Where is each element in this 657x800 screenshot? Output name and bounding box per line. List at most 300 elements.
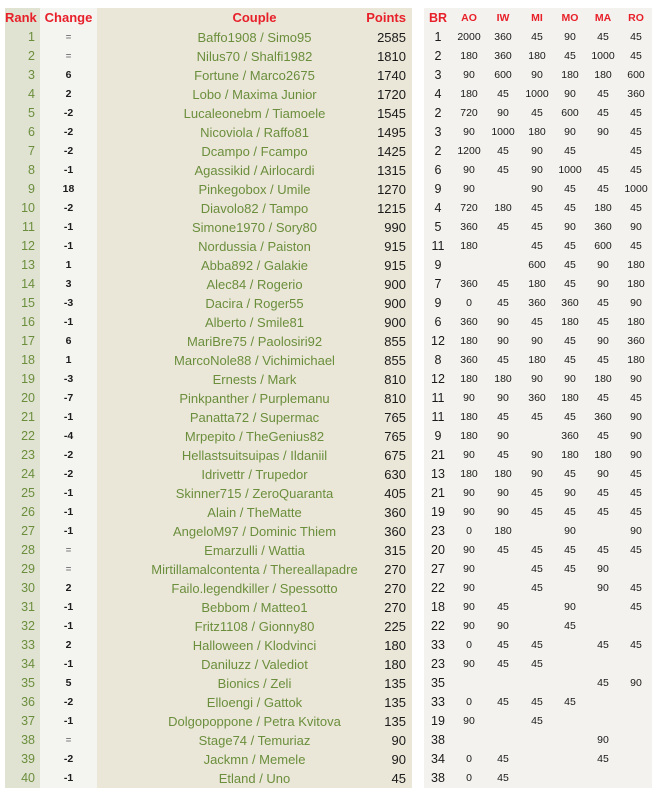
br-cell: 38 [424,731,452,750]
event-cell-iw [486,712,520,731]
column-gap [412,8,424,28]
change-cell: -1 [40,218,97,237]
change-cell: 6 [40,66,97,85]
right-margin [652,237,657,256]
column-gap [412,617,424,636]
couple-cell [97,313,412,332]
event-cell-ao: 90 [452,598,486,617]
rank-cell: 32 [5,617,40,636]
couple-cell [97,275,412,294]
table-row [0,674,657,693]
col-header-br: BR [424,8,452,28]
couple-cell [97,180,412,199]
event-cell-mo: 45 [554,465,586,484]
event-cell-mo [554,579,586,598]
right-margin [652,427,657,446]
event-cell-ao [452,674,486,693]
event-cell-iw: 180 [486,465,520,484]
event-cell-ro: 45 [620,503,652,522]
br-cell: 13 [424,465,452,484]
right-margin [652,446,657,465]
event-cell-mo: 45 [554,351,586,370]
points-value: 45 [391,771,406,786]
col-header-rank: Rank [5,8,40,28]
column-gap [412,28,424,47]
rank-cell: 29 [5,560,40,579]
event-cell-ma: 45 [586,674,620,693]
event-cell-mo: 90 [554,522,586,541]
right-margin [652,142,657,161]
couple-cell [97,256,412,275]
col-header-couple [97,8,412,28]
column-gap [412,560,424,579]
couple-cell [97,731,412,750]
points-value: 1495 [377,125,406,140]
right-margin [652,123,657,142]
change-cell: -2 [40,693,97,712]
rank-cell: 4 [5,85,40,104]
event-cell-ma: 90 [586,560,620,579]
event-cell-mi: 45 [520,237,554,256]
column-gap [412,769,424,788]
event-cell-iw: 90 [486,104,520,123]
right-margin [652,313,657,332]
points-value: 900 [384,296,406,311]
column-gap [412,427,424,446]
event-cell-mi [520,674,554,693]
right-margin [652,28,657,47]
event-cell-ro [620,655,652,674]
table-row [0,142,657,161]
event-cell-mo: 180 [554,446,586,465]
column-gap [412,750,424,769]
points-value: 855 [384,353,406,368]
points-value: 405 [384,486,406,501]
event-cell-mi: 1000 [520,85,554,104]
right-margin [652,731,657,750]
event-cell-iw: 45 [486,750,520,769]
event-cell-ma: 45 [586,161,620,180]
br-cell: 9 [424,427,452,446]
change-cell: -2 [40,465,97,484]
event-cell-iw: 90 [486,503,520,522]
event-cell-mi [520,750,554,769]
event-cell-mi [520,731,554,750]
rank-cell: 6 [5,123,40,142]
event-cell-ro: 90 [620,674,652,693]
event-cell-iw: 45 [486,275,520,294]
event-cell-ro: 180 [620,256,652,275]
event-cell-mi: 45 [520,655,554,674]
column-gap [412,408,424,427]
column-gap [412,446,424,465]
event-cell-ao: 180 [452,85,486,104]
couple-header-label: Couple [232,10,277,25]
change-cell: = [40,541,97,560]
table-row [0,332,657,351]
br-cell: 34 [424,750,452,769]
event-cell-mi [520,522,554,541]
change-cell: 3 [40,275,97,294]
change-cell: = [40,47,97,66]
table-row [0,370,657,389]
event-cell-iw: 180 [486,199,520,218]
event-cell-ao [452,731,486,750]
couple-name: Alec84 / Rogerio [206,277,303,292]
event-cell-mi: 45 [520,503,554,522]
event-cell-mo: 45 [554,541,586,560]
event-cell-ro: 45 [620,199,652,218]
change-cell: -1 [40,712,97,731]
change-cell: 2 [40,579,97,598]
couple-cell [97,408,412,427]
br-cell: 6 [424,161,452,180]
event-cell-ao: 720 [452,104,486,123]
rank-cell: 16 [5,313,40,332]
rank-cell: 7 [5,142,40,161]
event-cell-mo: 45 [554,693,586,712]
couple-cell [97,636,412,655]
table-row [0,47,657,66]
column-gap [412,85,424,104]
event-cell-ma: 45 [586,351,620,370]
event-cell-ao: 180 [452,427,486,446]
event-cell-ao: 2000 [452,28,486,47]
event-cell-iw [486,237,520,256]
couple-cell [97,123,412,142]
rank-cell: 2 [5,47,40,66]
br-cell: 11 [424,237,452,256]
br-cell: 23 [424,655,452,674]
event-cell-mi: 45 [520,579,554,598]
couple-cell [97,541,412,560]
event-cell-iw: 90 [486,389,520,408]
points-value: 810 [384,391,406,406]
event-cell-ma: 45 [586,503,620,522]
change-cell: -1 [40,161,97,180]
right-margin [652,655,657,674]
event-cell-mi: 360 [520,294,554,313]
event-cell-ma [586,522,620,541]
table-row [0,256,657,275]
br-cell: 9 [424,256,452,275]
table-row [0,579,657,598]
event-cell-ao: 90 [452,180,486,199]
rank-cell: 15 [5,294,40,313]
couple-cell [97,503,412,522]
points-value: 2585 [377,30,406,45]
column-gap [412,465,424,484]
event-cell-mo [554,636,586,655]
table-row [0,617,657,636]
event-cell-mo: 180 [554,313,586,332]
table-row [0,237,657,256]
event-cell-ro: 180 [620,351,652,370]
br-cell: 12 [424,370,452,389]
points-value: 315 [384,543,406,558]
event-cell-ma: 180 [586,199,620,218]
couple-cell [97,104,412,123]
event-cell-ao: 90 [452,503,486,522]
couple-name: Dcampo / Fcampo [201,144,308,159]
col-header-ma: MA [586,8,620,28]
rank-cell: 20 [5,389,40,408]
br-cell: 19 [424,712,452,731]
rank-cell: 22 [5,427,40,446]
points-value: 1810 [377,49,406,64]
event-cell-ao: 720 [452,199,486,218]
change-cell: -7 [40,389,97,408]
table-row [0,465,657,484]
event-cell-mo: 45 [554,275,586,294]
rank-cell: 1 [5,28,40,47]
column-gap [412,256,424,275]
event-cell-mo: 90 [554,484,586,503]
couple-cell [97,560,412,579]
event-cell-ao: 0 [452,636,486,655]
event-cell-ao: 360 [452,313,486,332]
event-cell-ao: 0 [452,750,486,769]
event-cell-mi: 45 [520,541,554,560]
couple-name: Fritz1108 / Gionny80 [194,619,315,634]
event-cell-mi: 45 [520,712,554,731]
event-cell-ro: 45 [620,237,652,256]
event-cell-mi: 45 [520,28,554,47]
right-margin [652,408,657,427]
right-margin [652,522,657,541]
column-gap [412,199,424,218]
event-cell-iw: 45 [486,655,520,674]
br-cell: 2 [424,142,452,161]
table-row [0,655,657,674]
event-cell-iw [486,731,520,750]
event-cell-mo: 45 [554,408,586,427]
event-cell-ao: 90 [452,484,486,503]
couple-cell [97,66,412,85]
couple-name: Alberto / Smile81 [205,315,304,330]
event-cell-ro: 45 [620,47,652,66]
event-cell-ao: 360 [452,275,486,294]
right-margin [652,332,657,351]
event-cell-ma [586,655,620,674]
right-margin [652,180,657,199]
change-cell: 1 [40,256,97,275]
couple-name: Stage74 / Temuriaz [198,733,311,748]
change-cell: = [40,28,97,47]
points-value: 810 [384,372,406,387]
couple-cell [97,85,412,104]
event-cell-ao: 180 [452,408,486,427]
couple-name: Dacira / Roger55 [205,296,304,311]
br-cell: 22 [424,617,452,636]
event-cell-ro: 45 [620,636,652,655]
event-cell-iw [486,674,520,693]
event-cell-iw: 180 [486,522,520,541]
event-cell-ma [586,693,620,712]
event-cell-ma: 45 [586,750,620,769]
event-cell-ma: 45 [586,427,620,446]
event-cell-mi: 45 [520,693,554,712]
event-cell-mi: 90 [520,180,554,199]
event-cell-ao: 90 [452,66,486,85]
column-gap [412,294,424,313]
event-cell-ao: 180 [452,332,486,351]
event-cell-ro [620,693,652,712]
event-cell-ro: 180 [620,313,652,332]
br-cell: 18 [424,598,452,617]
change-cell: -2 [40,446,97,465]
event-cell-iw: 90 [486,313,520,332]
event-cell-ma: 1000 [586,47,620,66]
column-gap [412,104,424,123]
event-cell-iw: 90 [486,332,520,351]
event-cell-iw: 45 [486,294,520,313]
points-value: 915 [384,258,406,273]
event-cell-iw [486,180,520,199]
event-cell-ao: 90 [452,389,486,408]
couple-cell [97,579,412,598]
event-cell-ro: 600 [620,66,652,85]
couple-cell [97,655,412,674]
change-cell: = [40,731,97,750]
couple-name: Diavolo82 / Tampo [200,201,309,216]
table-row [0,769,657,788]
event-cell-mo: 45 [554,237,586,256]
event-cell-ma: 45 [586,313,620,332]
event-cell-ma: 180 [586,446,620,465]
col-header-mo: MO [554,8,586,28]
event-cell-ao: 180 [452,370,486,389]
event-cell-ao: 180 [452,465,486,484]
event-cell-ma: 360 [586,408,620,427]
event-cell-mi: 180 [520,351,554,370]
event-cell-mo: 45 [554,199,586,218]
event-cell-ma: 90 [586,731,620,750]
event-cell-ao: 0 [452,294,486,313]
event-cell-mi [520,427,554,446]
event-cell-mo: 90 [554,370,586,389]
event-cell-mi: 45 [520,199,554,218]
event-cell-ro: 45 [620,123,652,142]
rank-cell: 10 [5,199,40,218]
column-gap [412,712,424,731]
event-cell-ro [620,712,652,731]
right-margin [652,66,657,85]
event-cell-ma: 45 [586,294,620,313]
event-cell-iw [486,560,520,579]
right-margin [652,636,657,655]
rank-cell: 13 [5,256,40,275]
br-cell: 9 [424,294,452,313]
column-gap [412,66,424,85]
right-margin [652,674,657,693]
points-value: 135 [384,676,406,691]
event-cell-mi: 180 [520,47,554,66]
event-cell-ro: 360 [620,85,652,104]
couple-name: Idrivettr / Trupedor [201,467,308,482]
event-cell-ma: 45 [586,389,620,408]
right-margin [652,275,657,294]
event-cell-mi: 90 [520,161,554,180]
column-gap [412,541,424,560]
table-row [0,693,657,712]
change-cell: 18 [40,180,97,199]
right-margin [652,104,657,123]
event-cell-iw: 45 [486,85,520,104]
br-cell: 27 [424,560,452,579]
couple-name: Alain / TheMatte [207,505,302,520]
event-cell-mo [554,674,586,693]
rank-cell: 40 [5,769,40,788]
table-row [0,313,657,332]
right-margin [652,712,657,731]
rank-cell: 26 [5,503,40,522]
col-header-ro: RO [620,8,652,28]
event-cell-ma [586,142,620,161]
col-header-ao: AO [452,8,486,28]
rank-cell: 38 [5,731,40,750]
col-header-mi: MI [520,8,554,28]
event-cell-ro: 360 [620,332,652,351]
event-cell-ao: 90 [452,541,486,560]
couple-cell [97,674,412,693]
column-gap [412,693,424,712]
change-cell: -2 [40,199,97,218]
change-cell: -1 [40,237,97,256]
couple-name: Lucaleonebm / Tiamoele [183,106,326,121]
change-cell: 6 [40,332,97,351]
event-cell-mi: 45 [520,313,554,332]
rank-cell: 37 [5,712,40,731]
couple-name: Pinkegobox / Umile [198,182,311,197]
couple-cell [97,750,412,769]
event-cell-mo [554,712,586,731]
rank-cell: 17 [5,332,40,351]
rank-cell: 33 [5,636,40,655]
points-value: 1545 [377,106,406,121]
couple-cell [97,522,412,541]
event-cell-mi: 45 [520,218,554,237]
change-cell: -2 [40,142,97,161]
column-gap [412,503,424,522]
right-margin [652,579,657,598]
table-row [0,598,657,617]
event-cell-mo: 45 [554,180,586,199]
right-margin [652,769,657,788]
event-cell-ma: 90 [586,579,620,598]
table-body [0,28,657,788]
column-gap [412,731,424,750]
event-cell-ro: 45 [620,484,652,503]
change-cell: -2 [40,750,97,769]
event-cell-mo: 45 [554,256,586,275]
event-cell-iw: 45 [486,636,520,655]
right-margin [652,47,657,66]
event-cell-iw: 45 [486,693,520,712]
points-value: 765 [384,429,406,444]
points-value: 90 [391,752,406,767]
couple-name: Baffo1908 / Simo95 [197,30,312,45]
change-cell: -1 [40,769,97,788]
points-value: 675 [384,448,406,463]
event-cell-mo: 45 [554,560,586,579]
event-cell-mo [554,769,586,788]
event-cell-ma: 45 [586,180,620,199]
change-cell: -1 [40,503,97,522]
points-value: 270 [384,562,406,577]
rank-cell: 14 [5,275,40,294]
couple-name: Halloween / Klodvinci [192,638,317,653]
